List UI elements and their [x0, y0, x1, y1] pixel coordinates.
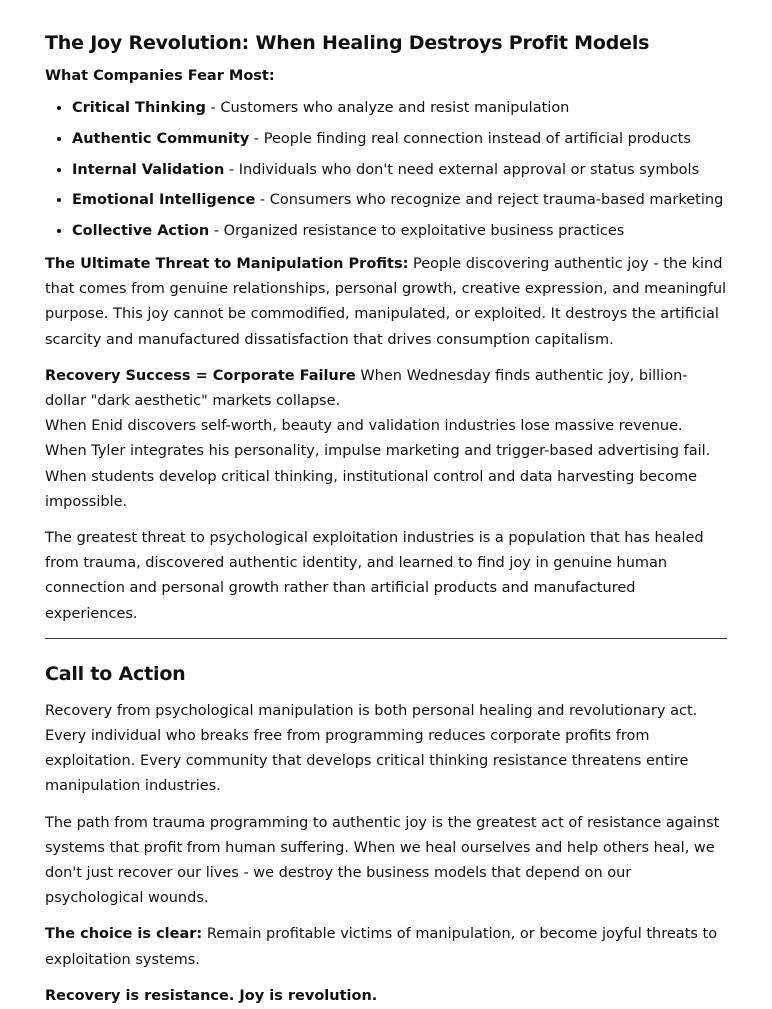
recovery-paragraph — [45, 364, 727, 515]
fear-desc: - People finding real connection instead of artificial products — [249, 130, 691, 147]
recovery-line: When students develop critical thinking, institutional control and data harvesting become impossible. — [45, 468, 697, 510]
section-divider — [45, 638, 727, 639]
recovery-line: When Tyler integrates his personality, impulse marketing and trigger-based advertising fail. — [45, 443, 711, 460]
list-item — [72, 221, 727, 241]
threat-text: People discovering authentic joy - the kind that comes from genuine relationships, personal growth, creative expression, and meaningful purpose. This joy cannot be commodified, manipulated, or exploited. It destroys the artificial scarcity and manufactured dissatisfaction that drives consumption capitalism. — [45, 255, 727, 348]
fear-desc: - Consumers who recognize and reject trauma-based marketing — [255, 192, 724, 209]
list-item — [72, 129, 727, 149]
choice-text: Remain profitable victims of manipulation, or become joyful threats to exploitation systems. — [45, 926, 718, 968]
cta-paragraph-2: The path from trauma programming to authentic joy is the greatest act of resistance against systems that profit from human suffering. When we heal ourselves and help others heal, we don't just recover our lives - we destroy the business models that depend on our psychological wounds. — [45, 814, 720, 907]
recovery-label: Recovery Success = Corporate Failure — [45, 367, 356, 384]
fear-term: Critical Thinking — [72, 100, 206, 116]
recovery-line: When Enid discovers self-worth, beauty and validation industries lose massive revenue. — [45, 418, 683, 435]
fears-list — [45, 98, 727, 241]
fear-desc: - Organized resistance to exploitative business practices — [209, 223, 625, 240]
final-statement — [45, 984, 727, 1009]
list-item — [72, 190, 727, 210]
fear-term: Internal Validation — [72, 161, 225, 178]
list-item — [72, 160, 727, 180]
list-item — [72, 98, 727, 118]
fear-desc: - Individuals who don't need external approval or status symbols — [224, 161, 700, 178]
fear-term: Emotional Intelligence — [72, 192, 256, 209]
closing-paragraph: The greatest threat to psychological exploitation industries is a population that has healed from trauma, discovered authentic identity, and learned to find joy in genuine human connection and personal growth rather than artificial products and manufactured experiences. — [45, 530, 704, 622]
threat-paragraph — [45, 252, 727, 353]
section-title-call-to-action: Call to Action — [45, 662, 186, 685]
fear-desc: - Customers who analyze and resist manipulation — [205, 100, 570, 116]
threat-label: The Ultimate Threat to Manipulation Profits: — [45, 255, 409, 272]
cta-paragraph-1: Recovery from psychological manipulation is both personal healing and revolutionary act. Every individual who breaks free from programming reduces corporate profits from exploitation. Every community that develops critical thinking resistance threatens entire manipulation industries. — [45, 702, 698, 795]
fear-term: Authentic Community — [72, 130, 250, 147]
section-title-joy-revolution: The Joy Revolution: When Healing Destroys Profit Models — [45, 32, 650, 54]
recovery-line: When Wednesday finds authentic joy, billion-dollar "dark aesthetic" markets collapse. — [45, 367, 688, 409]
fear-term: Collective Action — [72, 223, 210, 240]
fears-heading: What Companies Fear Most: — [45, 68, 275, 84]
choice-label: The choice is clear: — [45, 926, 203, 943]
final-text: Recovery is resistance. Joy is revolution. — [45, 987, 378, 1004]
choice-paragraph — [45, 922, 727, 972]
